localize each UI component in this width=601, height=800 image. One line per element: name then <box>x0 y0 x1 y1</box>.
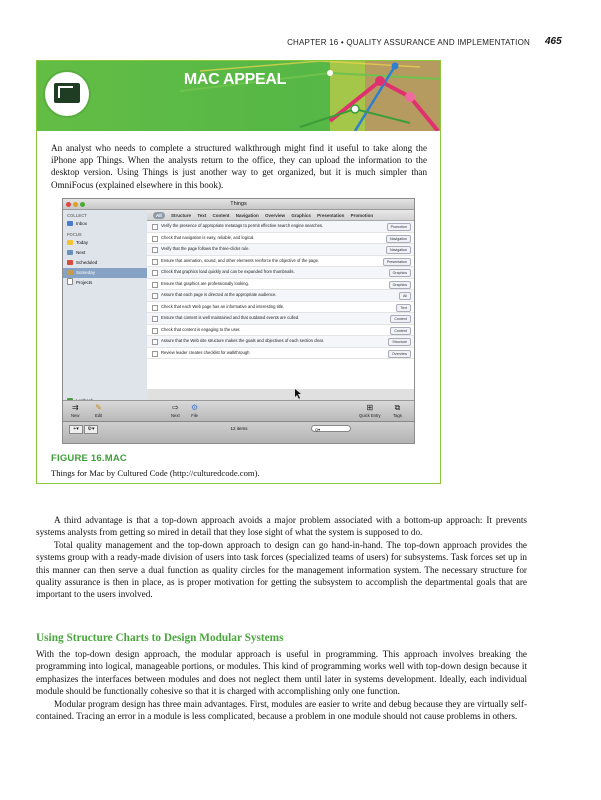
task-tag: Structure <box>388 338 411 346</box>
task-tag: Navigation <box>386 235 411 243</box>
task-tag: Graphics <box>389 281 411 289</box>
inbox-icon <box>67 221 73 226</box>
tab-graphics: Graphics <box>291 213 311 218</box>
sidebar-item-someday <box>63 268 147 278</box>
task-tag: Content <box>390 327 411 335</box>
task-text: Assure that the Web site structure makes the goals and objectives of each section clear. <box>161 338 325 343</box>
quick-entry-button: ⊞ Quick Entry <box>359 403 381 418</box>
tag-icon: ⧉ <box>394 403 401 412</box>
window-title: Things <box>230 201 247 207</box>
task-text: Ensure that graphics are professionally looking. <box>161 280 249 286</box>
paragraph: Total quality management and the top-down approach to design can go hand-in-hand. The top-down approach provides the systems group with a ready-made division of users into task forces (specialized teams of users) for subsystems. Task forces set up in this manner can then serve a dual function as quality circles for the management information system. The necessary structure for quality assurance is then in place, as is proper motivation for getting the subsystem to accomplish the departmental goals that are important to the users involved. <box>36 539 527 600</box>
task-tag: Graphics <box>389 269 411 277</box>
box-icon <box>67 270 73 275</box>
sidebar-item-today <box>63 238 147 248</box>
list-item <box>147 279 415 291</box>
task-text: Review leader creates checklist for walkthrough <box>161 349 250 355</box>
edit-button: ✎ Edit <box>95 403 103 418</box>
paragraph: Modular program design has three main advantages. First, modules are easier to write and debug because they are virtually self-contained. Tracing an error in a module is less complicated, because a problem in one module should not cause problems in others. <box>36 698 527 722</box>
tray-icon <box>67 250 73 255</box>
tab-all: All <box>153 212 165 219</box>
tab-text: Text <box>197 213 207 218</box>
plus-icon: ⊞ <box>366 403 374 412</box>
list-item <box>147 256 415 268</box>
list-item <box>147 348 415 360</box>
paragraph: With the top-down design approach, the modular approach is useful in programming. This approach involves breaking the programming into logical, manageable portions, or modules. This kind of programming works well with top-down design because it emphasizes the interfaces between modules and does not neglect them until later in systems development. Ideally, each individual module should be functionally cohesive so that it is charged with accomplishing only one function. <box>36 649 527 697</box>
tag-tabs <box>147 210 415 221</box>
checkbox <box>152 339 158 345</box>
task-text: Verify the presence of appropriate metatags to permit effective search engine searches. <box>161 223 324 228</box>
new-button: ⇉ New <box>71 403 80 418</box>
checkbox <box>152 247 158 253</box>
list-item <box>147 325 415 337</box>
sidebar-item-label: Scheduled <box>76 260 98 265</box>
task-text: Ensure that content is well maintained and that outdated events are culled. <box>161 315 300 320</box>
tab-promotion: Promotion <box>350 213 374 218</box>
star-icon <box>67 240 73 245</box>
tags-button: ⧉ Tags <box>393 403 402 418</box>
task-text: Ensure that animation, sound, and other elements reinforce the objective of the page. <box>161 257 320 263</box>
checkbox <box>152 293 158 299</box>
task-text: Check that navigation is easy, reliable, and logical. <box>161 234 255 240</box>
search-field: Q▾ <box>311 425 351 432</box>
gear-icon: ⚙▾ <box>84 425 98 434</box>
checkbox <box>152 282 158 288</box>
tab-overview: Overview <box>265 213 286 218</box>
list-item <box>147 302 415 314</box>
list-item <box>147 336 415 348</box>
bottom-toolbar <box>63 400 415 421</box>
sidebar-item-next <box>63 248 147 258</box>
collect-header: COLLECT <box>67 213 87 218</box>
sidebar-item-label: Someday <box>76 270 96 275</box>
task-text: Check that each Web page has an informative and interesting title. <box>161 303 285 309</box>
close-icon <box>66 202 71 207</box>
task-text: Check that graphics load quickly and can be expanded from thumbnails. <box>161 269 295 274</box>
task-list <box>147 221 415 389</box>
body-text-top <box>36 514 527 601</box>
checkbox <box>152 328 158 334</box>
sidebar-item-label: Next <box>76 250 86 255</box>
document-icon <box>67 278 73 285</box>
things-app-screenshot <box>62 198 415 444</box>
figure-label: FIGURE 16.MAC <box>51 453 127 464</box>
app-sidebar <box>63 210 148 420</box>
item-count: 12 items <box>230 426 248 431</box>
status-bar <box>63 421 415 444</box>
zoom-icon <box>80 202 85 207</box>
sidebar-item-projects <box>63 278 147 288</box>
task-tag: Text <box>396 304 411 312</box>
chapter-label: CHAPTER 16 <box>287 38 339 47</box>
mouse-pointer-icon <box>294 389 302 399</box>
new-task-icon: ⇉ <box>71 403 79 412</box>
list-item <box>147 290 415 302</box>
list-item <box>147 233 415 245</box>
checkbox <box>152 259 158 265</box>
mac-appeal-box <box>36 60 441 484</box>
task-tag: Navigation <box>386 246 411 254</box>
tab-presentation: Presentation <box>317 213 345 218</box>
mac-appeal-banner <box>37 61 440 131</box>
mac-appeal-intro: An analyst who needs to complete a structured walkthrough might find it useful to take along the iPhone app Things. When the analysts return to the office, they can upload the information to the desktop version. Using Things is just another way to get organized, but it is much simpler than OmniFocus (explained elsewhere in this book). <box>51 143 427 190</box>
laptop-icon <box>45 72 89 116</box>
checkbox <box>152 305 158 311</box>
list-item <box>147 244 415 256</box>
list-item <box>147 313 415 325</box>
task-text: Check that content is engaging to the user. <box>161 326 241 332</box>
figure-caption: Things for Mac by Cultured Code (http://culturedcode.com). <box>51 468 260 478</box>
task-tag: Promotion <box>387 223 411 231</box>
add-icon: +▾ <box>69 425 83 434</box>
task-tag: Overview <box>388 350 411 358</box>
chapter-title: QUALITY ASSURANCE AND IMPLEMENTATION <box>346 38 530 47</box>
sidebar-item-scheduled <box>63 258 147 268</box>
page-number: 465 <box>545 36 562 47</box>
focus-header: FOCUS <box>67 232 82 237</box>
next-icon: ⇨ <box>171 403 179 412</box>
task-text: Verify that the page follows the three-clicks rule. <box>161 246 250 251</box>
tab-structure: Structure <box>171 213 192 218</box>
sidebar-item-label: Inbox <box>76 221 88 226</box>
sidebar-item-label: Projects <box>76 280 93 285</box>
checkbox <box>152 270 158 276</box>
file-button: ⚙ File <box>191 403 199 418</box>
mac-appeal-title: MAC APPEAL <box>183 71 287 88</box>
checkbox <box>152 236 158 242</box>
section-heading: Using Structure Charts to Design Modular Systems <box>36 632 284 644</box>
calendar-icon <box>67 260 73 265</box>
checkbox <box>152 224 158 230</box>
tab-navigation: Navigation <box>235 213 259 218</box>
paragraph: A third advantage is that a top-down approach avoids a major problem associated with a bottom-up approach: It prevents systems analysts from getting so mired in detail that they lose sight of what the system is supposed to do. <box>36 515 527 538</box>
sidebar-item-inbox <box>63 219 147 229</box>
checkbox <box>152 351 158 357</box>
list-item <box>147 221 415 233</box>
task-tag: All <box>399 292 411 300</box>
next-button: ⇨ Next <box>171 403 180 418</box>
task-tag: Presentation <box>383 258 411 266</box>
running-head <box>0 38 530 47</box>
bullet: • <box>340 38 344 47</box>
window-titlebar <box>63 199 414 210</box>
list-item <box>147 267 415 279</box>
body-text-bottom <box>36 648 527 722</box>
task-text: Assure that each page is directed at the appropriate audience. <box>161 292 277 297</box>
file-icon: ⚙ <box>191 403 199 412</box>
pencil-icon: ✎ <box>95 403 102 412</box>
task-tag: Content <box>390 315 411 323</box>
checkbox <box>152 316 158 322</box>
tab-content: Content <box>212 213 230 218</box>
minimize-icon <box>73 202 78 207</box>
sidebar-item-label: Today <box>76 240 89 245</box>
